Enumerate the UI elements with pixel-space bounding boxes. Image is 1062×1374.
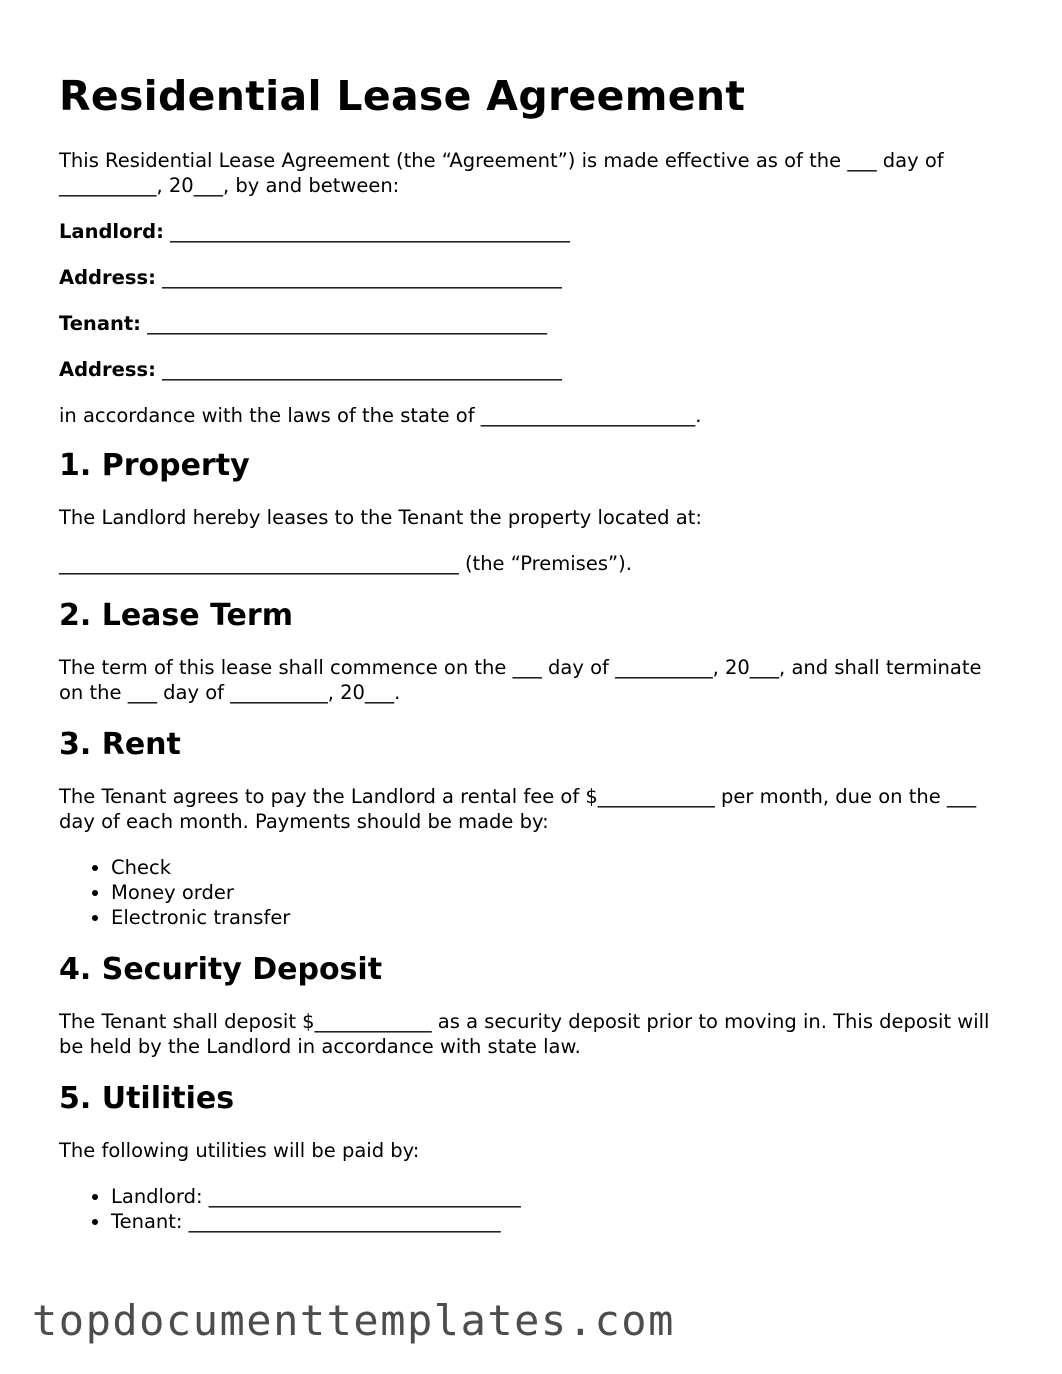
field-blank: _________________________________________ xyxy=(162,358,562,382)
list-item: • Tenant: ________________________________ xyxy=(111,1209,1009,1234)
section-heading-utilities: 5. Utilities xyxy=(59,1081,235,1117)
rent-text: The Tenant agrees to pay the Landlord a rental fee of $____________ per month, due on the ___ day of each month. Payments should be made by: xyxy=(59,785,977,834)
section-heading-lease-term: 2. Lease Term xyxy=(59,598,293,634)
list-item: • Electronic transfer xyxy=(111,905,1009,930)
list-item: • Check xyxy=(111,855,1009,880)
section-heading-property: 1. Property xyxy=(59,448,250,484)
tenant-field xyxy=(59,311,1009,336)
utilities-text: The following utilities will be paid by: xyxy=(59,1139,420,1163)
intro-paragraph: This Residential Lease Agreement (the “Agreement”) is made effective as of the ___ day of __________, 20___, by and between: xyxy=(59,149,944,198)
list-item: • Money order xyxy=(111,880,1009,905)
governing-law-line: in accordance with the laws of the state of ______________________. xyxy=(59,404,702,428)
utilities-list xyxy=(59,1184,1009,1234)
document-title: Residential Lease Agreement xyxy=(59,72,746,120)
field-blank: _________________________________________ xyxy=(162,266,562,290)
document-page xyxy=(59,72,1009,1234)
property-text: The Landlord hereby leases to the Tenant the property located at: xyxy=(59,506,702,530)
lease-term-text: The term of this lease shall commence on the ___ day of __________, 20___, and shall terminate on the ___ day of __________, 20___. xyxy=(59,656,982,705)
landlord-field xyxy=(59,219,1009,244)
premises-line: _________________________________________ (the “Premises”). xyxy=(59,552,632,576)
field-label: Landlord: xyxy=(59,220,164,244)
payment-methods-list xyxy=(59,855,1009,930)
field-label: Tenant: xyxy=(59,312,141,336)
list-item: • Landlord: ________________________________ xyxy=(111,1184,1009,1209)
tenant-address-field xyxy=(59,357,1009,382)
watermark: topdocumenttemplates.com xyxy=(32,1296,675,1345)
field-blank: _________________________________________ xyxy=(170,220,570,244)
section-heading-rent: 3. Rent xyxy=(59,727,181,763)
security-deposit-text: The Tenant shall deposit $____________ as a security deposit prior to moving in. This deposit will be held by the Landlord in accordance with state law. xyxy=(59,1010,990,1059)
field-label: Address: xyxy=(59,358,156,382)
landlord-address-field xyxy=(59,265,1009,290)
field-blank: _________________________________________ xyxy=(147,312,547,336)
field-label: Address: xyxy=(59,266,156,290)
section-heading-security-deposit: 4. Security Deposit xyxy=(59,952,383,988)
